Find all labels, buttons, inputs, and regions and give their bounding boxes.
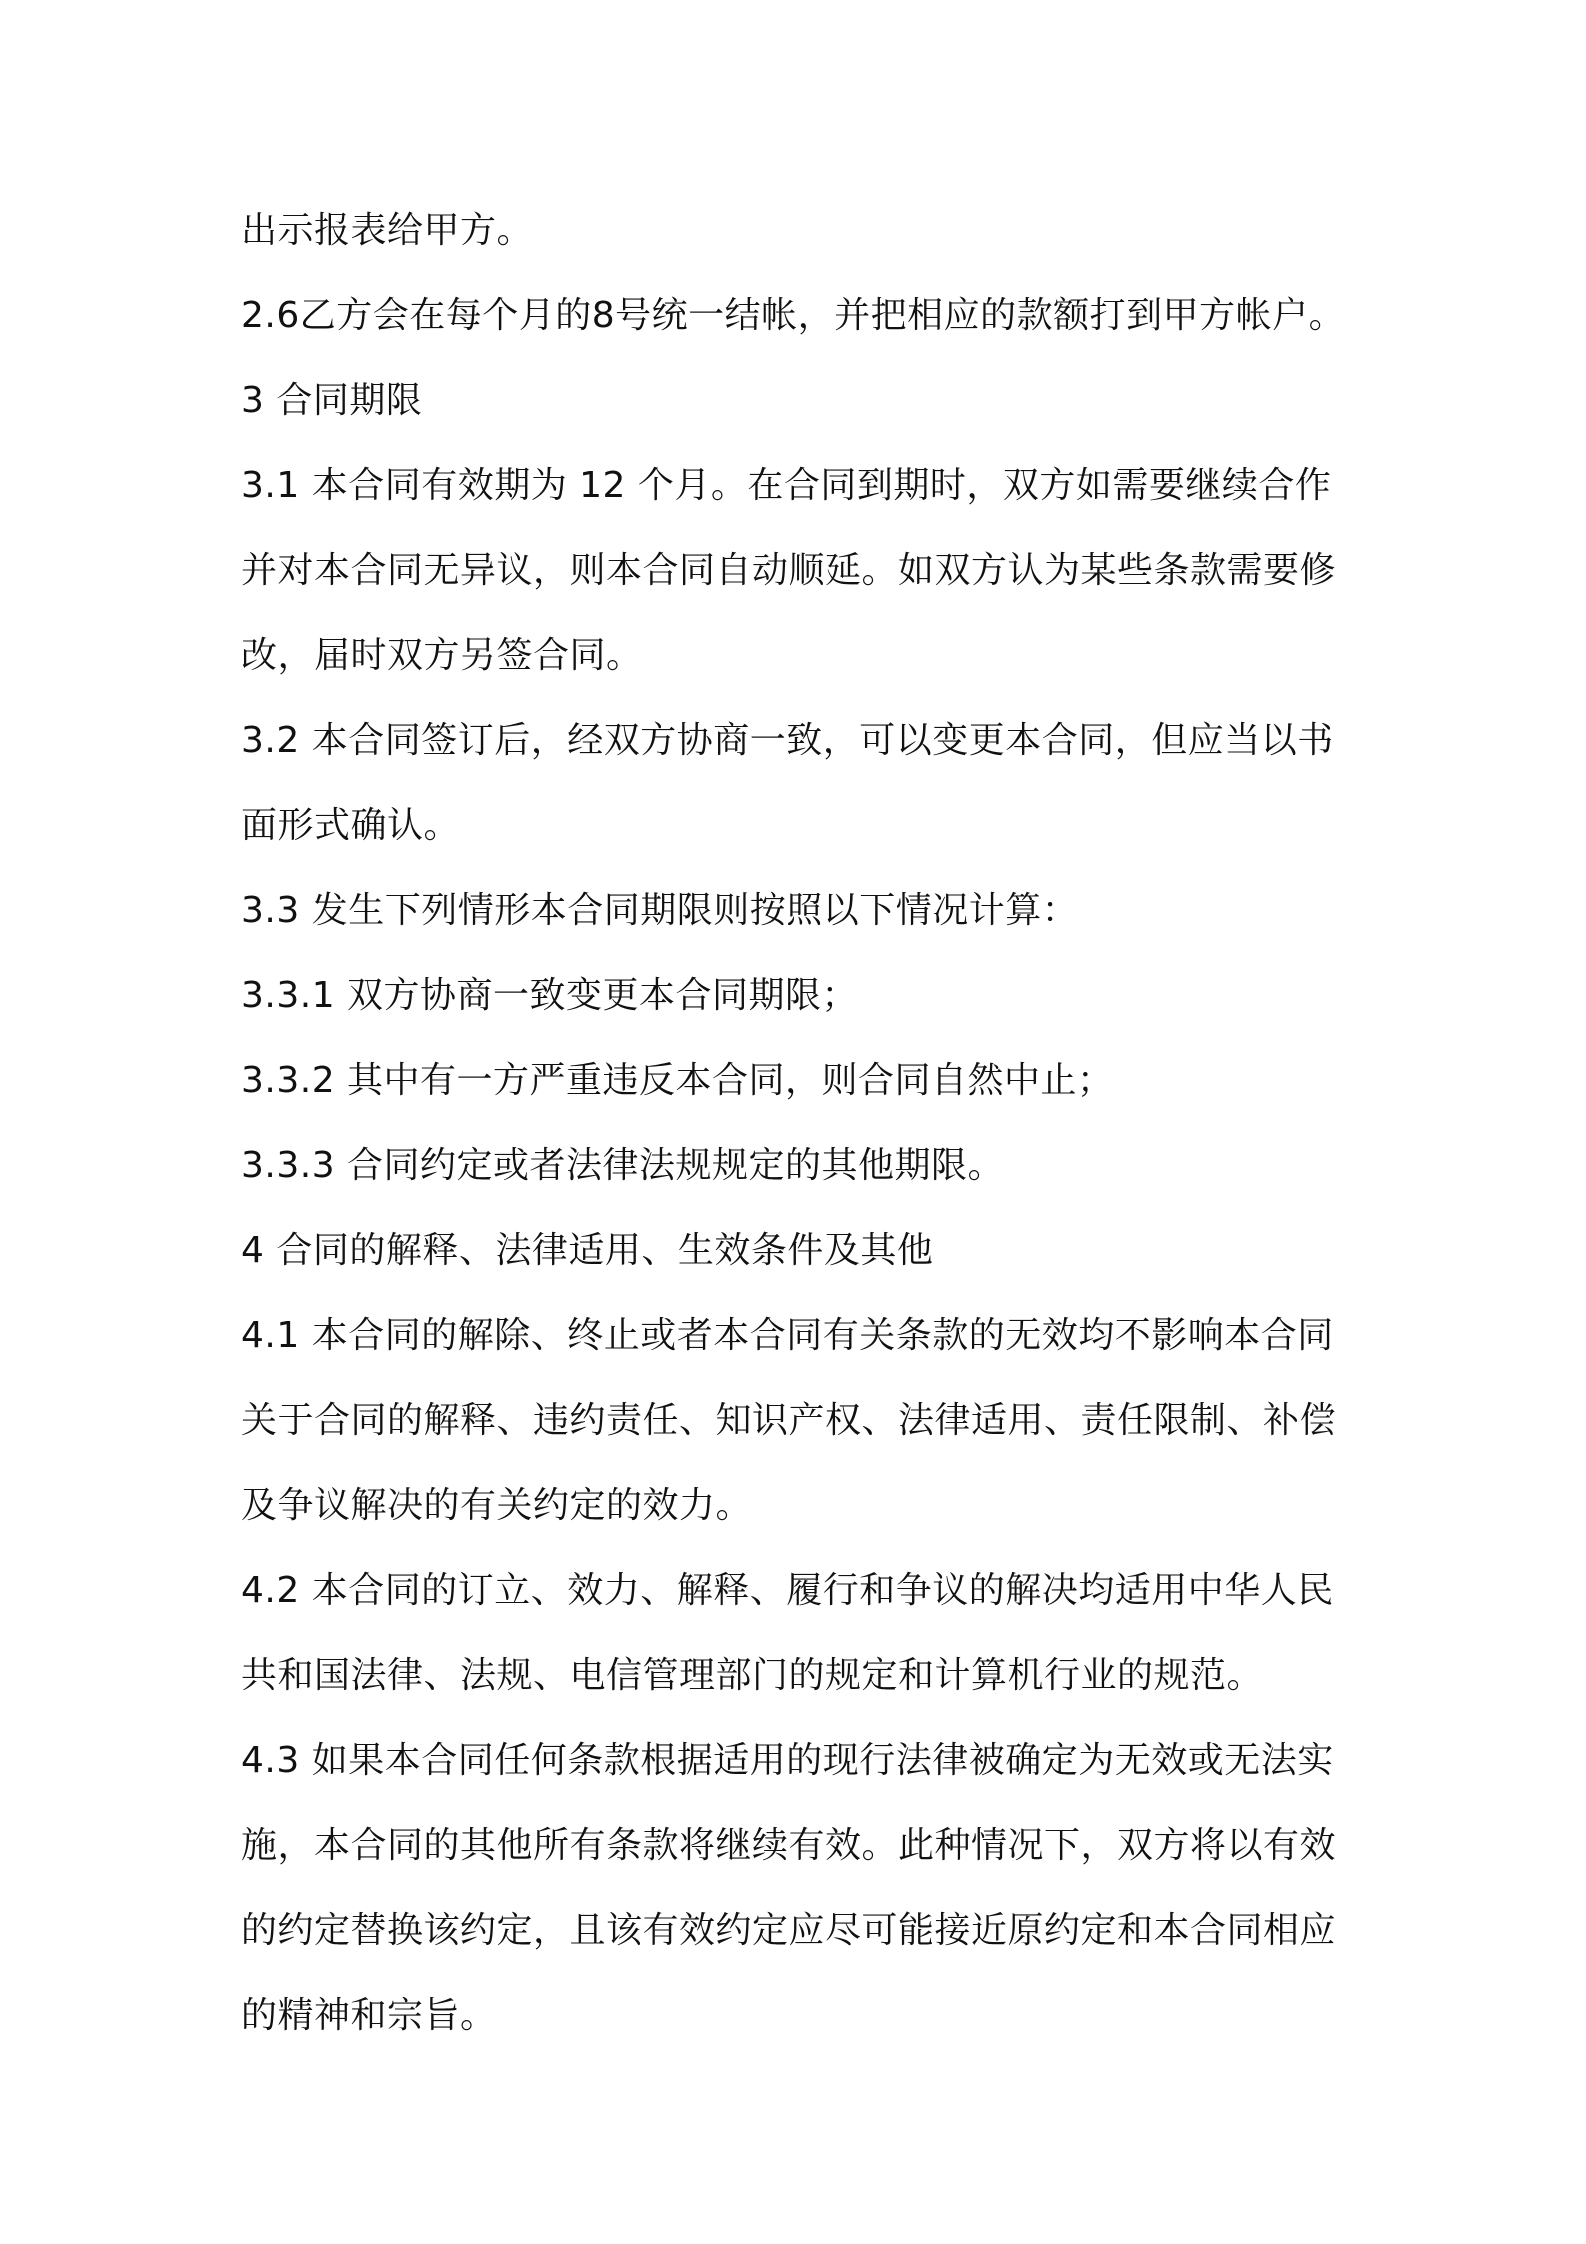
paragraph-line: 面形式确认。	[241, 805, 461, 846]
paragraph-line: 3.3.3 合同约定或者法律法规规定的其他期限。	[241, 1145, 1005, 1186]
paragraph-line: 及争议解决的有关约定的效力。	[241, 1485, 753, 1526]
paragraph-line: 4.2 本合同的订立、效力、解释、履行和争议的解决均适用中华人民	[241, 1570, 1334, 1611]
paragraph-line: 共和国法律、法规、电信管理部门的规定和计算机行业的规范。	[241, 1655, 1264, 1696]
paragraph-line: 的约定替换该约定，且该有效约定应尽可能接近原约定和本合同相应	[241, 1910, 1337, 1951]
paragraph-line: 出示报表给甲方。	[241, 210, 534, 251]
document-body	[241, 199, 1361, 2069]
paragraph-line: 的精神和宗旨。	[241, 1995, 497, 2036]
paragraph-line: 3.3.2 其中有一方严重违反本合同，则合同自然中止；	[241, 1060, 1114, 1101]
paragraph-line: 3.2 本合同签订后，经双方协商一致，可以变更本合同，但应当以书	[241, 720, 1334, 761]
paragraph-line: 关于合同的解释、违约责任、知识产权、法律适用、责任限制、补偿	[241, 1400, 1337, 1441]
paragraph-line: 施，本合同的其他所有条款将继续有效。此种情况下，双方将以有效	[241, 1825, 1337, 1866]
paragraph-line: 2.6乙方会在每个月的8号统一结帐，并把相应的款额打到甲方帐户。	[241, 295, 1346, 336]
section-heading: 4 合同的解释、法律适用、生效条件及其他	[241, 1230, 934, 1271]
paragraph-line: 4.1 本合同的解除、终止或者本合同有关条款的无效均不影响本合同	[241, 1315, 1334, 1356]
paragraph-line: 3.3.1 双方协商一致变更本合同期限；	[241, 975, 859, 1016]
paragraph-line: 并对本合同无异议，则本合同自动顺延。如双方认为某些条款需要修	[241, 550, 1337, 591]
section-heading: 3 合同期限	[241, 380, 423, 421]
paragraph-line: 3.3 发生下列情形本合同期限则按照以下情况计算：	[241, 890, 1079, 931]
paragraph-line: 改，届时双方另签合同。	[241, 635, 643, 676]
paragraph-line: 4.3 如果本合同任何条款根据适用的现行法律被确定为无效或无法实	[241, 1740, 1334, 1781]
paragraph-line: 3.1 本合同有效期为 12 个月。在合同到期时，双方如需要继续合作	[241, 465, 1332, 506]
